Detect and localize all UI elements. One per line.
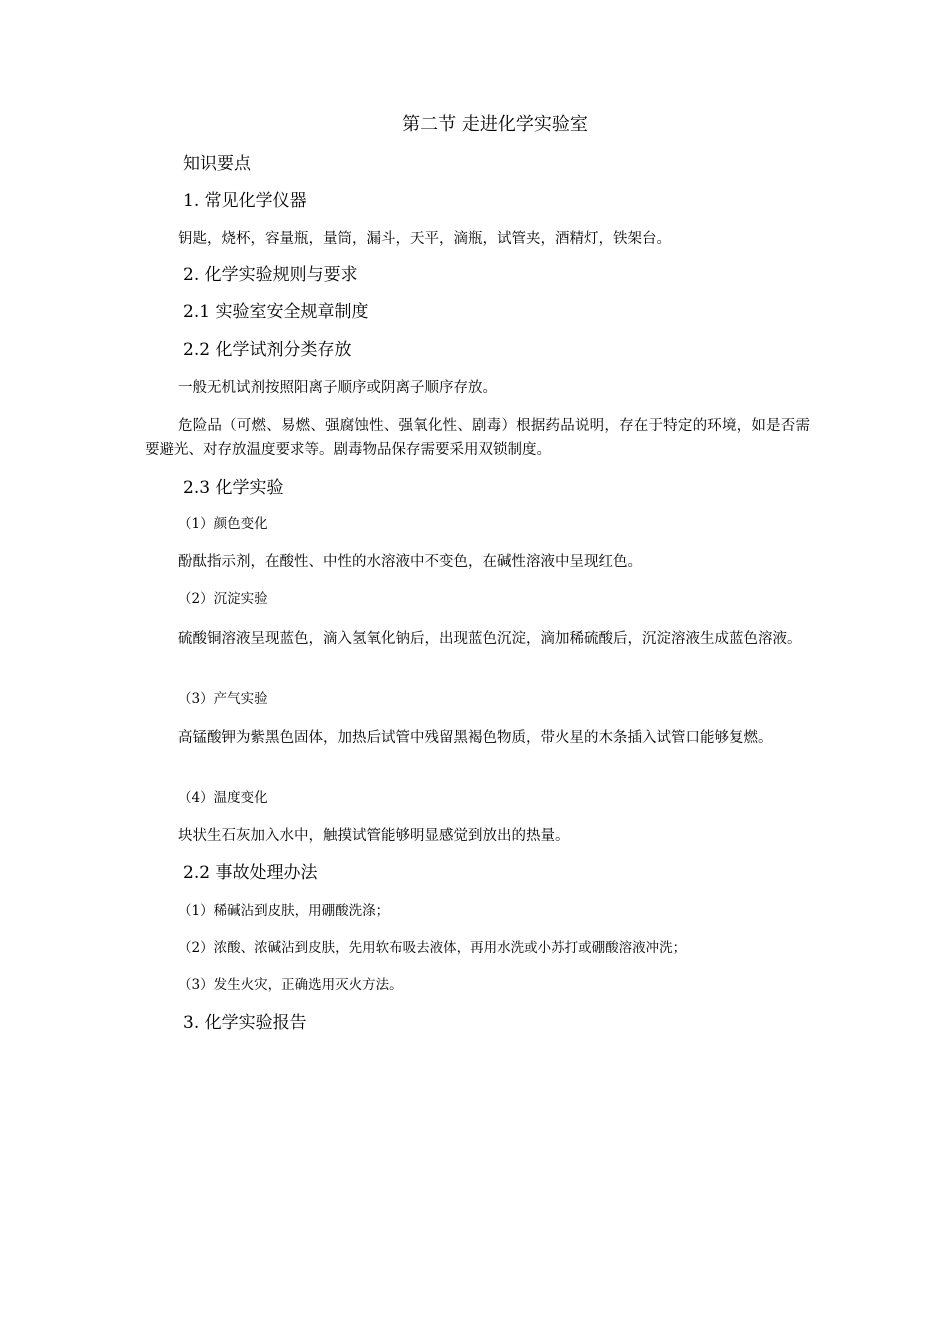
heading-safety-rules: 2.1 实验室安全规章制度 (183, 302, 369, 322)
paragraph-temperature-change: 块状生石灰加入水中，触摸试管能够明显感觉到放出的热量。 (178, 828, 570, 844)
heading-accident-handling: 2.2 事故处理办法 (183, 863, 318, 883)
page-title: 第二节 走进化学实验室 (402, 114, 588, 135)
heading-common-instruments: 1. 常见化学仪器 (183, 191, 307, 211)
paragraph-instruments: 钥匙，烧杯，容量瓶，量筒，漏斗，天平，滴瓶，试管夹，酒精灯，铁架台。 (178, 231, 671, 247)
paragraph-inorganic-storage: 一般无机试剂按照阳离子顺序或阴离子顺序存放。 (178, 380, 497, 396)
heading-chemical-experiments: 2.3 化学实验 (183, 478, 284, 498)
paragraph-gas-generation: 高锰酸钾为紫黑色固体，加热后试管中残留黑褐色物质，带火星的木条插入试管口能够复燃。 (178, 730, 773, 746)
paragraph-precipitation: 硫酸铜溶液呈现蓝色，滴入氢氧化钠后，出现蓝色沉淀，滴加稀硫酸后，沉淀溶液生成蓝色溶液。 (178, 631, 802, 647)
section-knowledge-points: 知识要点 (183, 154, 251, 174)
heading-reagent-storage: 2.2 化学试剂分类存放 (183, 340, 352, 360)
paragraph-color-change: 酚酞指示剂，在酸性、中性的水溶液中不变色，在碱性溶液中呈现红色。 (178, 554, 642, 570)
accident-item-2: （2）浓酸、浓碱沾到皮肤，先用软布吸去液体，再用水洗或小苏打或硼酸溶液冲洗； (178, 940, 687, 956)
subheading-temperature-change: （4）温度变化 (178, 790, 268, 806)
heading-lab-report: 3. 化学实验报告 (183, 1013, 307, 1033)
subheading-gas-generation: （3）产气实验 (178, 691, 268, 707)
accident-item-3: （3）发生火灾，正确选用灭火方法。 (178, 977, 403, 993)
paragraph-dangerous-goods: 危险品（可燃、易燃、强腐蚀性、强氧化性、剧毒）根据药品说明，存在于特定的环境，如是否需要避光、对存放温度要求等。剧毒物品保存需要采用双锁制度。 (145, 418, 810, 458)
heading-lab-rules: 2. 化学实验规则与要求 (183, 265, 358, 285)
subheading-color-change: （1）颜色变化 (178, 516, 268, 532)
accident-item-1: （1）稀碱沾到皮肤，用硼酸洗涤； (178, 903, 390, 919)
subheading-precipitation: （2）沉淀实验 (178, 591, 268, 607)
